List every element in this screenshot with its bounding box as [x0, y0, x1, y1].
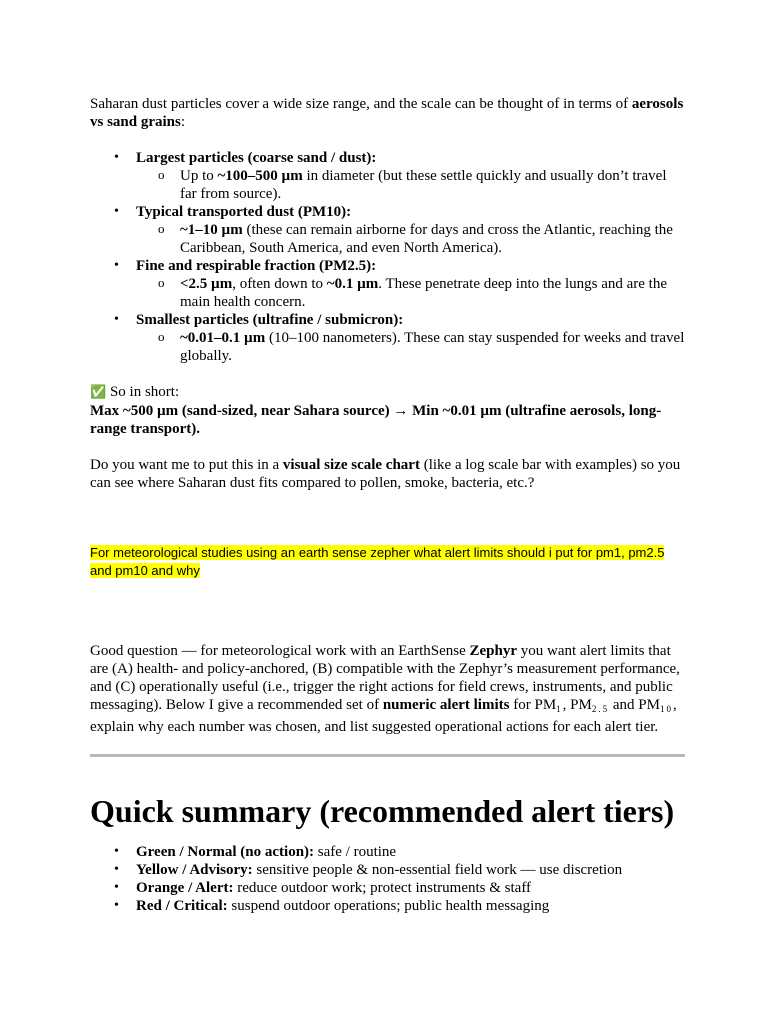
answer-paragraph — [90, 642, 685, 736]
sub-list — [136, 167, 685, 203]
list-item — [90, 203, 685, 257]
sub-list — [136, 221, 685, 257]
list-item — [90, 149, 685, 203]
summary-block — [90, 383, 685, 438]
alert-tier-list — [90, 843, 685, 915]
pm-separator-1: , PM — [562, 697, 592, 713]
detail-bold: <2.5 µm — [180, 276, 233, 292]
tier-desc: sensitive people & non-essential field work — use discretion — [252, 862, 623, 878]
pm-separator-2: and PM — [609, 697, 660, 713]
ask-pre: Do you want me to put this in a — [90, 457, 283, 473]
highlighted-user-question: For meteorological studies using an earth sense zepher what alert limits should i put for pm1, pm2.5 and pm10 and why — [90, 545, 665, 578]
tier-label: Green / Normal (no action): — [136, 844, 315, 860]
intro-text: Saharan dust particles cover a wide size range, and the scale can be thought of in terms of — [90, 96, 632, 112]
list-item-title: Smallest particles (ultrafine / submicron): — [136, 312, 404, 328]
detail-post: (10–100 nanometers). These can stay suspended for weeks and travel globally. — [180, 330, 685, 364]
sub-list — [136, 329, 685, 365]
intro-paragraph — [90, 95, 685, 131]
list-item — [90, 311, 685, 365]
intro-end: : — [180, 114, 186, 130]
tier-item — [90, 843, 685, 861]
answer-text-2: you want alert limits that are (A) health- and policy-anchored, (B) compatible with the Zephyr’s measurement performance, and (C) operationally useful (i.e., trigger the right actions for field crews, instruments, and public messaging). Below I give a recommended set of — [90, 643, 680, 713]
tier-label: Orange / Alert: — [136, 880, 234, 896]
pm1-subscript: 1 — [556, 704, 563, 714]
answer-text-3: for — [509, 697, 535, 713]
detail-post: (these can remain airborne for days and cross the Atlantic, reaching the Caribbean, South America, and even North America). — [180, 222, 673, 256]
summary-lead: So in short: — [106, 384, 180, 400]
detail-post: in diameter (but these settle quickly and usually don’t travel far from source). — [180, 168, 667, 202]
detail-post: . These penetrate deep into the lungs and are the main health concern. — [180, 276, 667, 310]
tier-desc: suspend outdoor operations; public health messaging — [227, 898, 550, 914]
sub-list — [136, 275, 685, 311]
ask-post: (like a log scale bar with examples) so you can see where Saharan dust fits compared to pollen, smoke, bacteria, etc.? — [90, 457, 681, 491]
detail-bold: ~0.01–0.1 µm — [180, 330, 266, 346]
document-page — [90, 95, 685, 915]
sub-list-item — [136, 329, 685, 365]
detail-bold-2: ~0.1 µm — [326, 276, 379, 292]
summary-range-text: Max ~500 µm (sand-sized, near Sahara source) → Min ~0.01 µm (ultrafine aerosols, long-range transport). — [90, 403, 662, 437]
answer-text-1: Good question — for meteorological work with an EarthSense — [90, 643, 470, 659]
particle-size-list — [90, 149, 685, 365]
list-item — [90, 257, 685, 311]
detail-bold: ~1–10 µm — [180, 222, 243, 238]
zephyr-bold: Zephyr — [469, 643, 518, 659]
sub-list-item — [136, 275, 685, 311]
sub-list-item — [136, 167, 685, 203]
pm25-subscript: 2.5 — [591, 704, 610, 714]
tier-label: Red / Critical: — [136, 898, 228, 914]
detail-bold: ~100–500 µm — [217, 168, 303, 184]
sub-list-item — [136, 221, 685, 257]
list-item-title: Fine and respirable fraction (PM2.5): — [136, 258, 377, 274]
checkbox-icon: ✅ — [90, 385, 107, 400]
intro-bold: aerosols vs sand grains — [90, 96, 684, 130]
section-heading: Quick summary (recommended alert tiers) — [90, 793, 675, 829]
summary-lead-line — [90, 383, 685, 402]
detail-pre: Up to — [180, 168, 218, 184]
list-item-title: Typical transported dust (PM10): — [136, 204, 352, 220]
tier-desc: reduce outdoor work; protect instruments & staff — [233, 880, 532, 896]
alert-limits-bold: numeric alert limits — [382, 697, 510, 713]
user-question-block — [90, 544, 685, 580]
summary-range — [90, 402, 685, 438]
pm-label: PM — [534, 697, 557, 713]
answer-text-4: , explain why each number was chosen, and list suggested operational actions for each alert tier. — [90, 697, 677, 735]
detail-mid: , often down to — [232, 276, 327, 292]
list-item-title: Largest particles (coarse sand / dust): — [136, 150, 377, 166]
pm10-subscript: 10 — [659, 704, 673, 714]
follow-up-question — [90, 456, 685, 492]
tier-item — [90, 879, 685, 897]
tier-label: Yellow / Advisory: — [136, 862, 253, 878]
tier-desc: safe / routine — [314, 844, 397, 860]
tier-item — [90, 861, 685, 879]
ask-bold: visual size scale chart — [282, 457, 420, 473]
tier-item — [90, 897, 685, 915]
horizontal-rule — [90, 754, 685, 757]
